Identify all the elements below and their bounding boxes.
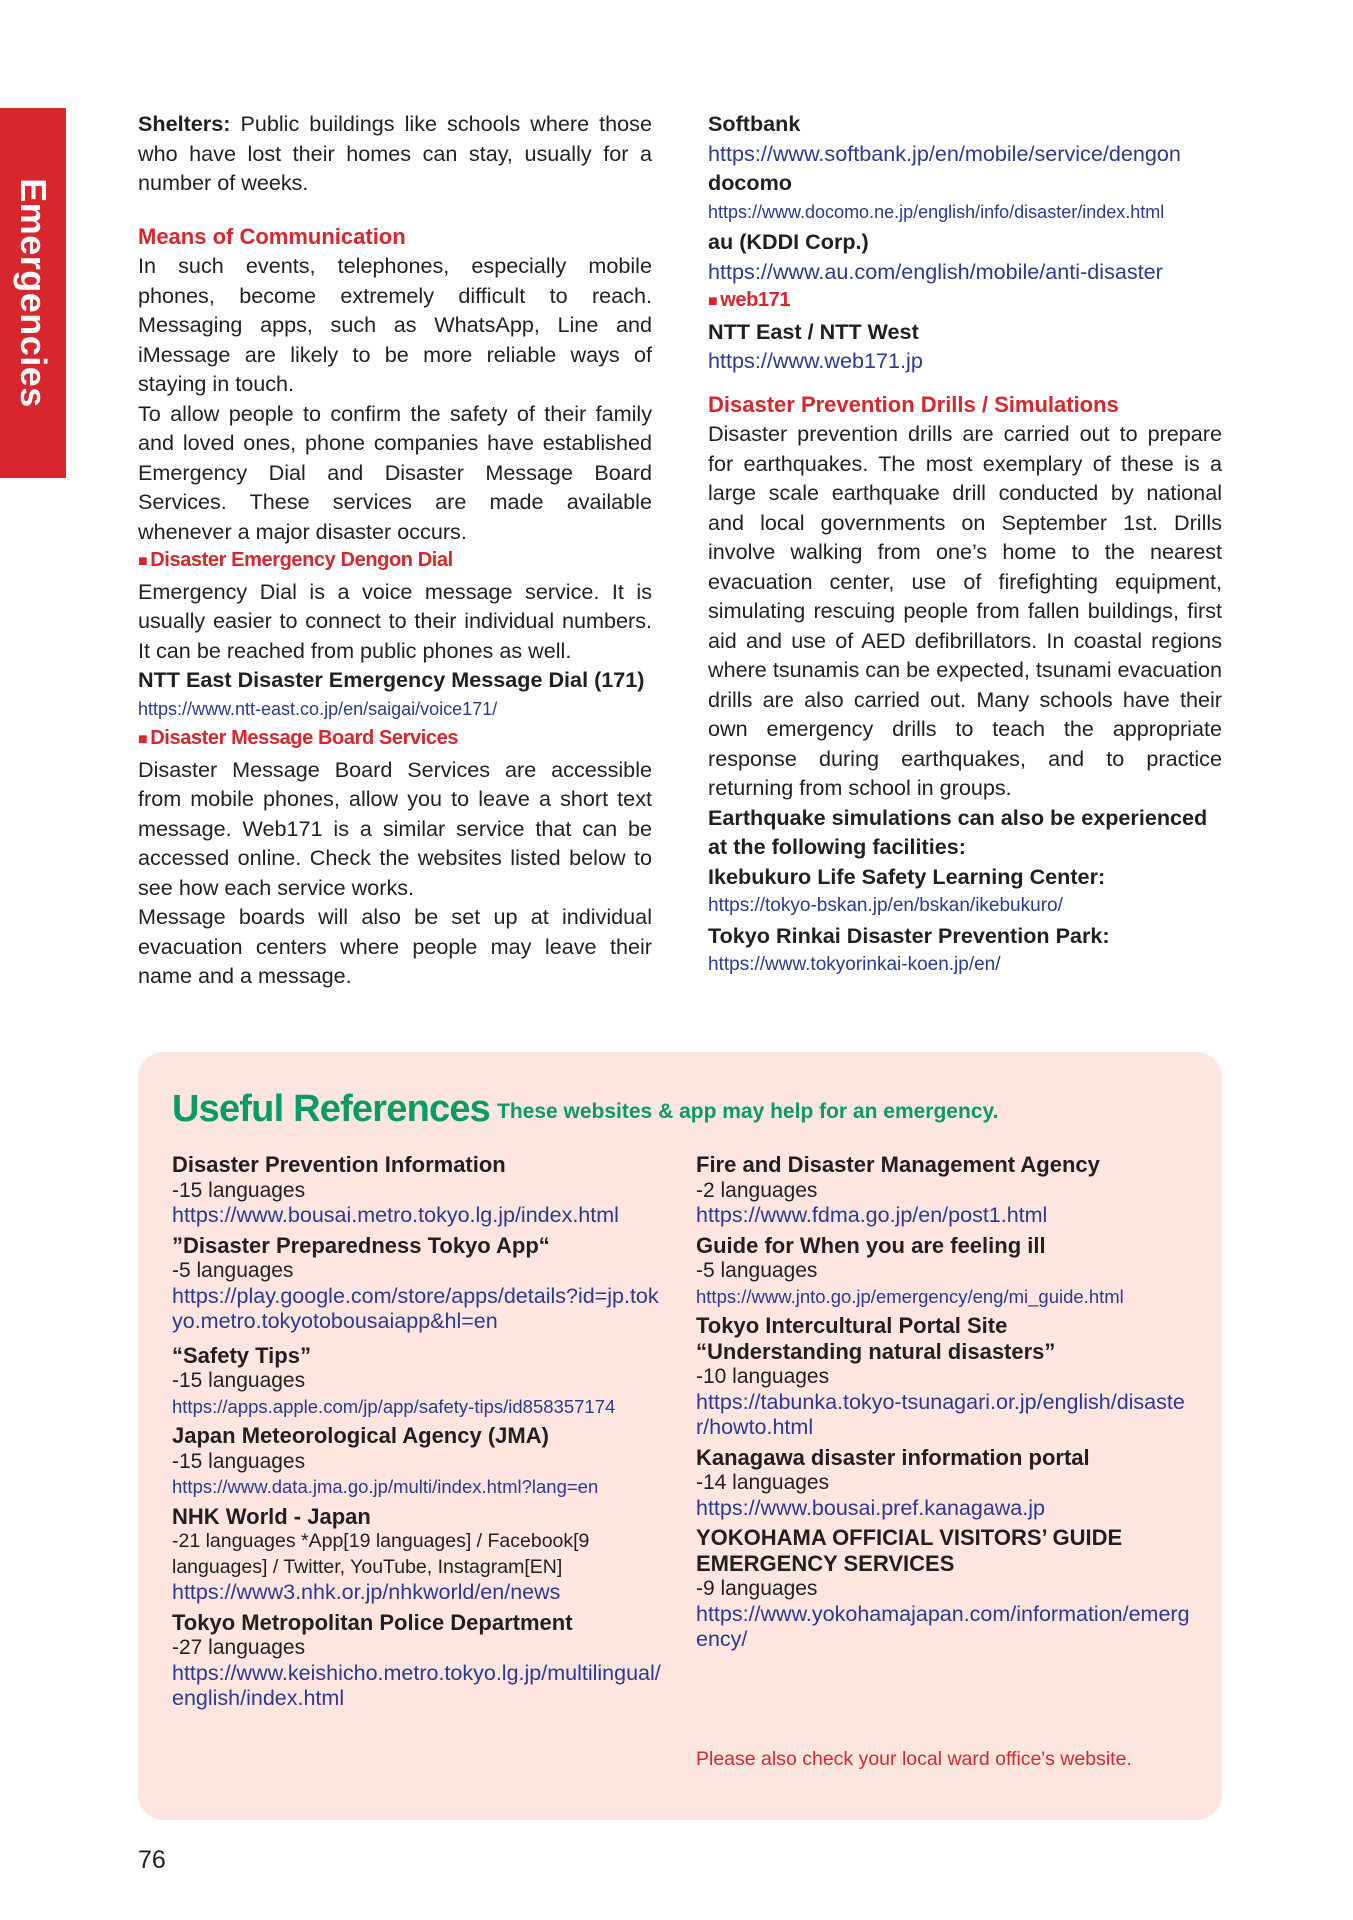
ntt-east-west-label: NTT East / NTT West [708,318,919,344]
ref-name: Japan Meteorological Agency (JMA) [172,1423,549,1448]
web171-bullet [708,286,1222,317]
rinkai-label: Tokyo Rinkai Disaster Prevention Park: [708,922,1110,948]
refs-title: Useful References [172,1088,490,1130]
ref-name: Guide for When you are feeling ill [696,1232,1046,1258]
ref-link[interactable]: https://www.keishicho.metro.tokyo.lg.jp/multilingual/english/index.html [172,1660,661,1710]
refs-right-column [696,1152,1196,1653]
ref-languages: -5 languages [172,1259,294,1282]
shelters-text: Public buildings like schools where those who have lost their homes can stay, usually for a number of weeks. [138,111,652,195]
ref-link[interactable]: https://www.bousai.metro.tokyo.lg.jp/index.html [172,1203,619,1227]
docomo-link[interactable]: https://www.docomo.ne.jp/english/info/disaster/index.html [708,201,1165,222]
ref-languages: -21 languages *App[19 languages] / Facebook[9 languages] / Twitter, YouTube, Instagram[EN] [172,1530,590,1578]
ref-name: Tokyo Metropolitan Police Department [172,1609,573,1635]
dengon-paragraph: Emergency Dial is a voice message service. It is usually easier to connect to their individual numbers. It can be reached from public phones as well. [138,578,652,663]
au-label: au (KDDI Corp.) [708,229,869,254]
section-tab-label: Emergencies [13,178,54,408]
softbank-label: Softbank [708,111,801,136]
means-paragraph-1: In such events, telephones, especially mobile phones, become extremely difficult to reach. Messaging apps, such as WhatsApp, Line and iMessage are likely to be more reliable ways of staying in touch. [138,253,652,396]
ref-link[interactable]: https://www.bousai.pref.kanagawa.jp [696,1495,1045,1520]
useful-references-box [138,1052,1222,1820]
right-column [708,109,1222,980]
ref-link[interactable]: https://tabunka.tokyo-tsunagari.or.jp/english/disaster/howto.html [696,1389,1185,1439]
softbank-link[interactable]: https://www.softbank.jp/en/mobile/service/dengon [708,140,1181,166]
ref-link[interactable]: https://www.yokohamajapan.com/information/emergency/ [696,1601,1190,1651]
refs-subtitle: These websites & app may help for an emergency. [497,1100,999,1123]
ref-name: Kanagawa disaster information portal [696,1444,1090,1470]
ref-link[interactable]: https://www.jnto.go.jp/emergency/eng/mi_guide.html [696,1285,1124,1307]
ikebukuro-label: Ikebukuro Life Safety Learning Center: [708,863,1106,889]
ref-name: NHK World - Japan [172,1503,371,1529]
shelters-label: Shelters: [138,111,231,136]
ref-languages: -15 languages [172,1369,306,1392]
board-bullet [138,724,652,755]
dengon-bullet [138,546,652,577]
au-link[interactable]: https://www.au.com/english/mobile/anti-disaster [708,258,1163,284]
ref-languages: -15 languages [172,1449,306,1473]
ref-name: ”Disaster Preparedness Tokyo App“ [172,1232,550,1258]
refs-left-column [172,1152,662,1712]
board-paragraph-2: Message boards will also be set up at individual evacuation centers where people may leave their name and a message. [138,904,652,988]
ref-languages: -10 languages [696,1365,830,1388]
ntt-dial-link[interactable]: https://www.ntt-east.co.jp/en/saigai/voice171/ [138,698,498,719]
left-column [138,109,652,991]
means-paragraph-2: To allow people to confirm the safety of their family and loved ones, phone companies have established Emergency Dial and Disaster Message Board Services. These services are made available whenever a major disaster occurs. [138,400,652,544]
rinkai-link[interactable]: https://www.tokyorinkai-koen.jp/en/ [708,954,1001,975]
ref-languages: -9 languages [696,1577,818,1600]
board-paragraph-1: Disaster Message Board Services are accessible from mobile phones, allow you to leave a short text message. Web171 is a similar service that can be accessed online. Check the websites listed below to see how each service works. [138,756,652,900]
simulation-intro: Earthquake simulations can also be experienced at the following facilities: [708,804,1208,859]
ref-name: Tokyo Intercultural Portal Site “Understanding natural disasters” [696,1313,1056,1364]
ref-languages: -27 languages [172,1636,306,1659]
ref-link[interactable]: https://www.fdma.go.jp/en/post1.html [696,1203,1048,1227]
web171-link[interactable]: https://www.web171.jp [708,348,923,373]
ref-name: “Safety Tips” [172,1342,311,1368]
square-bullet-icon: ■ [708,293,718,310]
drills-paragraph: Disaster prevention drills are carried out to prepare for earthquakes. The most exemplary of these is a large scale earthquake drill conducted by national and local governments on September 1st. Drills involve walking from one’s home to the nearest evacuation center, use of firefighting equipment, simulating rescuing people from fallen buildings, first aid and use of AED defibrillators. In coastal regions where tsunamis can be expected, tsunami evacuation drills are also carried out. Many schools have their own emergency drills to teach the appropriate response during earthquakes, and to practice returning from school in groups. [708,421,1222,800]
dengon-bullet-label: Disaster Emergency Dengon Dial [150,549,453,571]
square-bullet-icon: ■ [138,553,148,570]
ref-languages: -5 languages [696,1259,818,1282]
ikebukuro-link[interactable]: https://tokyo-bskan.jp/en/bskan/ikebukuro/ [708,895,1063,916]
ward-office-note: Please also check your local ward office's website. [696,1748,1132,1770]
section-tab [0,108,66,478]
ref-languages: -14 languages [696,1471,830,1494]
docomo-label: docomo [708,170,792,195]
means-heading: Means of Communication [138,223,406,249]
square-bullet-icon: ■ [138,731,148,748]
ref-languages: -2 languages [696,1178,818,1202]
ref-link[interactable]: https://play.google.com/store/apps/details?id=jp.tokyo.metro.tokyotobousaiapp&hl=en [172,1283,659,1333]
ref-link[interactable]: https://www3.nhk.or.jp/nhkworld/en/news [172,1580,561,1604]
ntt-dial-label: NTT East Disaster Emergency Message Dial (171) [138,667,645,692]
ref-name: Fire and Disaster Management Agency [696,1152,1100,1177]
ref-link[interactable]: https://www.data.jma.go.jp/multi/index.html?lang=en [172,1476,599,1497]
shelters-paragraph [138,109,652,198]
ref-name: YOKOHAMA OFFICIAL VISITORS’ GUIDE EMERGENCY SERVICES [696,1525,1123,1576]
page-number: 76 [138,1846,166,1874]
board-bullet-label: Disaster Message Board Services [150,727,459,749]
ref-name: Disaster Prevention Information [172,1152,506,1177]
drills-heading: Disaster Prevention Drills / Simulations [708,391,1119,417]
web171-bullet-label: web171 [720,289,791,311]
ref-link[interactable]: https://apps.apple.com/jp/app/safety-tips/id858357174 [172,1395,616,1417]
ref-languages: -15 languages [172,1178,306,1202]
